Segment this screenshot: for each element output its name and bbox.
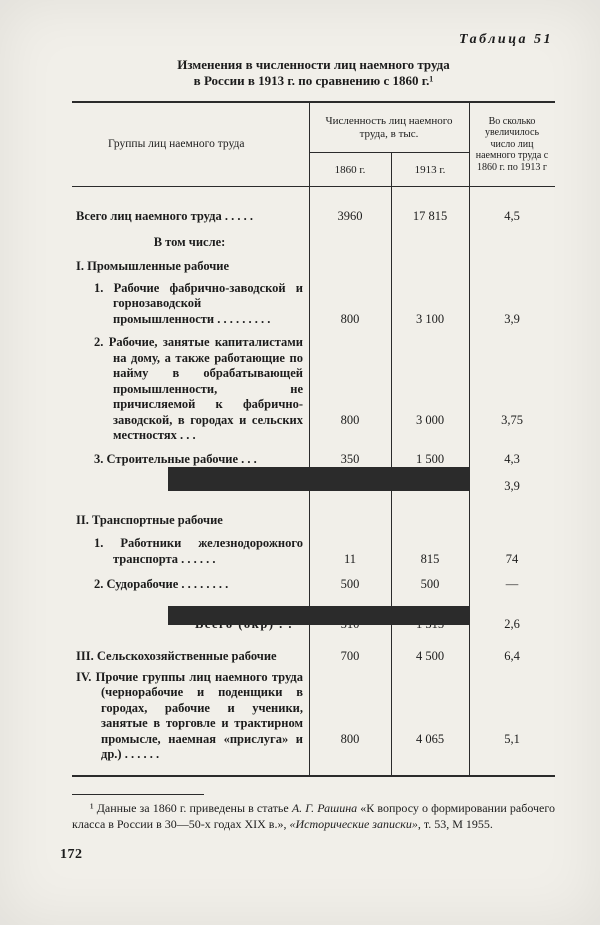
- value-1913: 3 100: [415, 311, 445, 326]
- row-label-cell: [72, 567, 309, 606]
- value-1913: 1 500: [415, 451, 445, 466]
- value-1913: 17 815: [412, 209, 448, 223]
- header-year-row: [309, 153, 469, 186]
- table-row-home-workers: [72, 327, 555, 444]
- header-count-merged: Численность лиц наемного труда, в тыс.: [309, 103, 469, 153]
- value-1860: 700: [340, 649, 360, 663]
- table-row-subtotal-transport: [72, 606, 555, 641]
- header-groups: Группы лиц наемного труда: [108, 138, 245, 150]
- table-row-total-all: [72, 187, 555, 225]
- footnote-author-italic: А. Г. Рашина: [291, 800, 358, 815]
- row-label-cell: [72, 507, 309, 529]
- value-1860: 11: [343, 551, 357, 566]
- row-label: III. Сельскохозяйственные рабочие: [76, 649, 277, 663]
- value-ratio: —: [505, 577, 519, 591]
- value-1860: 800: [340, 311, 360, 326]
- value-1913: [391, 225, 469, 251]
- row-label-cell: [72, 665, 309, 775]
- value-1913: 500: [420, 577, 440, 591]
- row-label: I. Промышленные рабочие: [76, 259, 230, 273]
- value-ratio: 4,5: [504, 209, 520, 223]
- value-1860: 800: [340, 732, 360, 746]
- table-row-ship-workers: [72, 567, 555, 606]
- row-label: Всего лиц наемного труда . . . . .: [76, 209, 253, 223]
- value-1913: 815: [420, 551, 440, 566]
- value-1860: [309, 250, 391, 275]
- value-1860: 3960: [337, 209, 363, 223]
- row-label: В том числе:: [153, 234, 226, 249]
- statistics-table: [72, 101, 555, 777]
- header-count-group: [309, 103, 469, 186]
- table-row-factory-workers: [72, 275, 555, 328]
- table-row-subtotal-industrial: [72, 467, 555, 507]
- header-year-1860: 1860 г.: [334, 163, 366, 176]
- value-1913: 4 500: [415, 649, 445, 663]
- value-1860: 800: [340, 413, 360, 427]
- value-ratio: [469, 225, 555, 251]
- table-row-including: [72, 225, 555, 251]
- row-label: IV. Прочие группы лиц наемного труда (чернорабочие и поденщики в городах, рабочие и ученики, занятые в торговле и трактирном промысле, наемная «прислуга» и др.) . . . . . .: [76, 669, 303, 761]
- value-ratio: [469, 250, 555, 275]
- table-title-line1: Изменения в численности лиц наемного труда: [177, 57, 450, 72]
- footnote-text-3: , т. 53, М 1955.: [417, 816, 493, 831]
- value-ratio: 4,3: [504, 451, 520, 466]
- page-number: 172: [60, 846, 83, 862]
- value-ratio: 6,4: [504, 649, 520, 663]
- value-ratio: [469, 507, 555, 529]
- table-row-construction-workers: [72, 444, 555, 468]
- table-row-section-industrial: [72, 250, 555, 275]
- row-label-cell: [72, 250, 309, 275]
- row-label: II. Транспортные рабочие: [76, 512, 223, 527]
- footnote: [72, 800, 555, 832]
- row-label: 3. Строительные рабочие . . .: [94, 451, 257, 466]
- row-label-cell: [72, 444, 309, 468]
- table-title-line2: в России в 1913 г. по сравнению с 1860 г.¹: [193, 72, 434, 88]
- row-label-cell: [72, 327, 309, 444]
- row-label-cell: [72, 187, 309, 225]
- row-label-cell: [72, 528, 309, 567]
- value-ratio: 3,75: [501, 413, 523, 427]
- table-number-label: Таблица 51: [459, 32, 553, 47]
- row-label-cell: [72, 225, 309, 251]
- row-label: 2. Судорабочие . . . . . . . .: [94, 577, 229, 591]
- row-label-cell: [72, 275, 309, 328]
- value-1860: 350: [340, 451, 360, 466]
- row-label: 1. Работники железнодорожного транспорта . . . . . .: [94, 536, 303, 566]
- table-header-row: [72, 103, 555, 187]
- row-label: 1. Рабочие фабрично-заводской и горнозаводской промышленности . . . . . . . . .: [94, 280, 303, 326]
- table-row-section-transport: [72, 507, 555, 529]
- value-1860: [309, 225, 391, 251]
- value-ratio: 3,9: [504, 479, 520, 493]
- value-ratio: 2,6: [504, 616, 520, 631]
- footnote-journal-italic: «Исторические записки»: [289, 816, 418, 831]
- header-year-1913: 1913 г.: [414, 163, 446, 176]
- value-1913: 4 065: [415, 732, 445, 746]
- row-label: 2. Рабочие, занятые капиталистами на дому, а также работающие по найму в обрабатывающей промышленности, не причисляемой к фабрично-заводской, в городах и сельских местностях . . .: [94, 335, 303, 442]
- value-1860: 500: [340, 577, 360, 591]
- table-row-railway-workers: [72, 528, 555, 567]
- value-ratio: 74: [505, 551, 519, 566]
- header-increase: Во сколько увеличилось число лиц наемного труда с 1860 г. по 1913 г: [475, 115, 549, 173]
- table-row-agricultural-workers: [72, 640, 555, 665]
- value-1913: [391, 250, 469, 275]
- value-ratio: 3,9: [504, 311, 520, 326]
- row-label-cell: [72, 640, 309, 665]
- value-ratio: 5,1: [504, 732, 520, 746]
- subtotal-divider-rule: [168, 606, 470, 625]
- value-1913: 3 000: [415, 413, 445, 427]
- footnote-text-1: ¹ Данные за 1860 г. приведены в статье: [90, 800, 292, 815]
- table-row-other-groups: [72, 665, 555, 775]
- value-1913: [391, 507, 469, 529]
- table-title: [72, 57, 555, 88]
- footnote-separator-rule: [72, 794, 204, 795]
- value-1860: [309, 507, 391, 529]
- footnote-text-2: «К вопросу о формировании рабочего класса в России в 30—50-х годах XIX в.»,: [72, 800, 555, 831]
- subtotal-divider-rule: [168, 467, 470, 491]
